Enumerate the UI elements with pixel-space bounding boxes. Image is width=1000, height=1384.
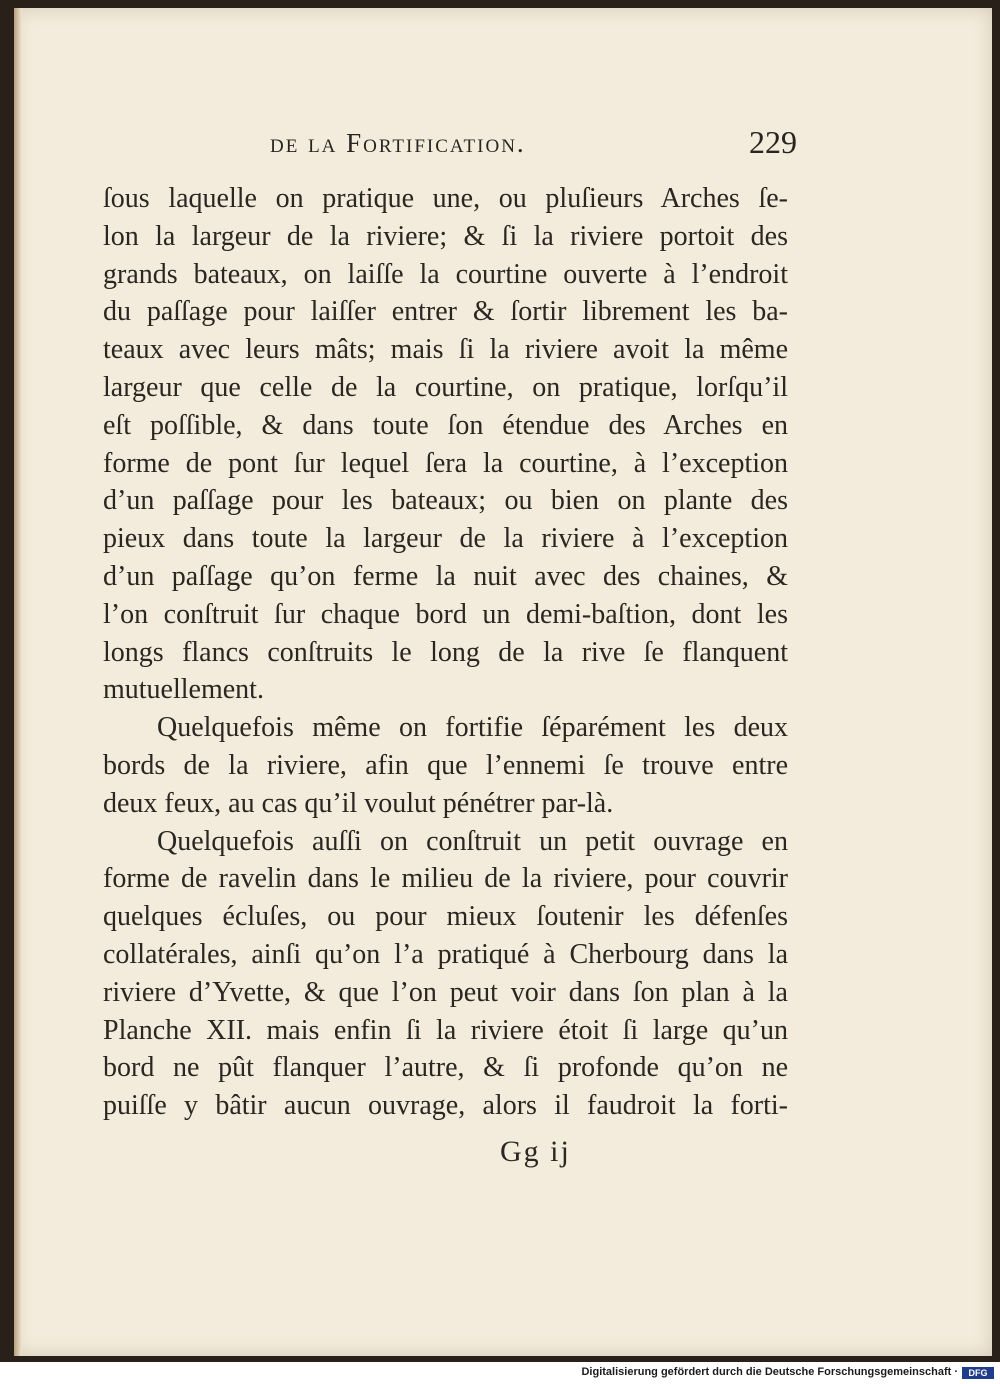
text-line: bords de la riviere, afin que l’ennemi ſe trouve entre (103, 749, 788, 781)
paragraph-1 (103, 180, 788, 709)
text-line: lon la largeur de la riviere; & ſi la riviere portoit des (103, 220, 788, 252)
text-line: grands bateaux, on laiſſe la courtine ouverte à l’endroit (103, 258, 788, 290)
text-line: d’un paſſage qu’on ferme la nuit avec des chaines, & (103, 560, 788, 592)
funding-credit: Digitalisierung gefördert durch die Deutsche Forschungsgemeinschaft · (581, 1366, 958, 1378)
running-title: de la Fortification. (270, 128, 526, 158)
running-head (270, 124, 815, 168)
text-line: pieux dans toute la largeur de la riviere à l’exception (103, 523, 788, 555)
paragraph-2 (103, 709, 788, 822)
text-line: puiſſe y bâtir aucun ouvrage, alors il faudroit la forti- (103, 1090, 788, 1122)
signature-mark: Gg ij (500, 1135, 571, 1168)
text-line: Quelquefois même on fortifie ſéparément les deux (157, 712, 788, 744)
text-line: longs flancs conſtruits le long de la rive ſe flanquent (103, 636, 788, 668)
text-line: forme de pont ſur lequel ſera la courtine, à l’exception (103, 447, 788, 479)
text-line: largeur que celle de la courtine, on pratique, lorſqu’il (103, 371, 788, 403)
text-line: bord ne pût flanquer l’autre, & ſi profonde qu’on ne (103, 1052, 788, 1084)
text-line: teaux avec leurs mâts; mais ſi la riviere avoit la même (103, 334, 788, 366)
text-line: collatérales, ainſi qu’on l’a pratiqué à Cherbourg dans la (103, 938, 788, 970)
text-line: quelques écluſes, ou pour mieux ſoutenir les défenſes (103, 901, 788, 933)
text-line: mutuellement. (103, 674, 264, 706)
body-text (103, 180, 788, 1125)
text-line: deux feux, au cas qu’il voulut pénétrer par-là. (103, 787, 614, 819)
text-line: riviere d’Yvette, & que l’on peut voir dans ſon plan à la (103, 976, 788, 1008)
text-line: ſous laquelle on pratique une, ou pluſieurs Arches ſe- (103, 183, 788, 214)
page-edge (14, 8, 22, 1356)
text-line: Quelquefois auſſi on conſtruit un petit ouvrage en (157, 825, 788, 857)
text-line: l’on conſtruit ſur chaque bord un demi-baſtion, dont les (103, 598, 788, 630)
dfg-logo-icon[interactable]: DFG (962, 1367, 994, 1379)
page-number: 229 (749, 124, 797, 160)
text-line: du paſſage pour laiſſer entrer & ſortir librement les ba- (103, 296, 788, 328)
text-line: Planche XII. mais enfin ſi la riviere étoit ſi large qu’un (103, 1014, 788, 1046)
footer-bar (0, 1362, 1000, 1384)
text-line: d’un paſſage pour les bateaux; ou bien on plante des (103, 485, 788, 517)
text-line: forme de ravelin dans le milieu de la riviere, pour couvrir (103, 863, 788, 895)
text-line: eſt poſſible, & dans toute ſon étendue des Arches en (103, 409, 788, 441)
paragraph-3 (103, 823, 788, 1125)
